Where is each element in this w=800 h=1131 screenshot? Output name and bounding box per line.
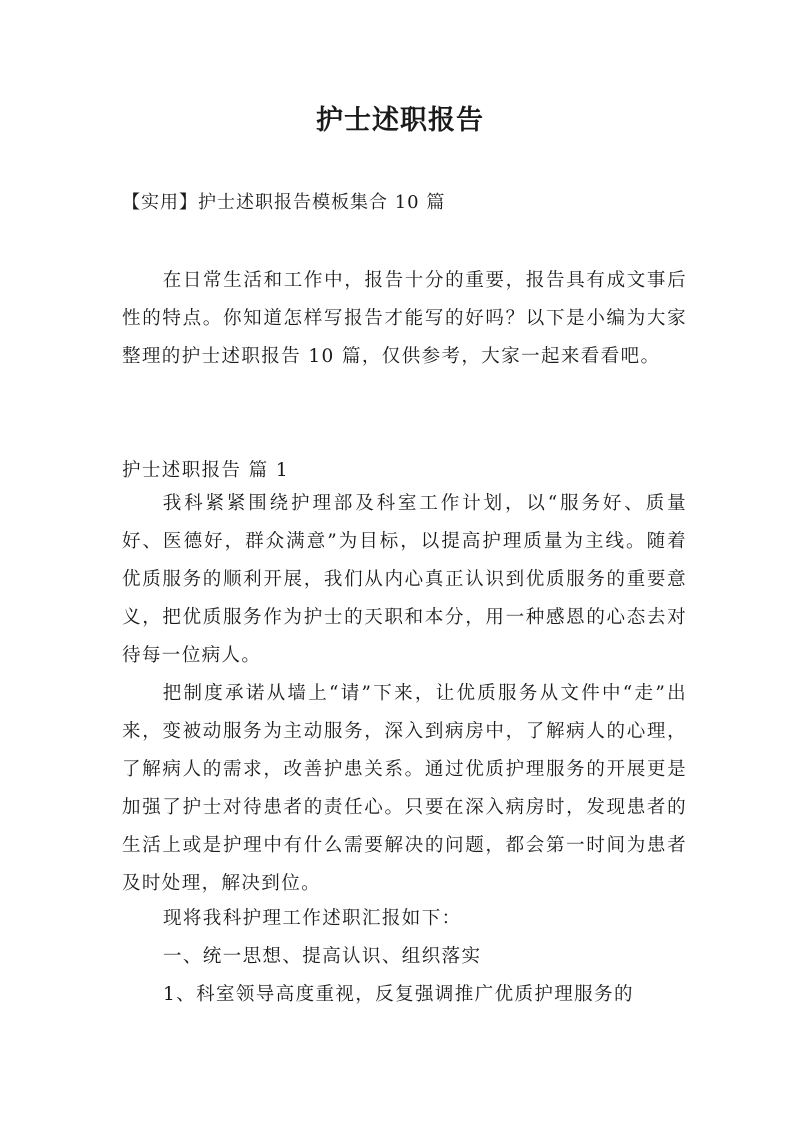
document-title: 护士述职报告 [316,105,484,136]
section-heading: 护士述职报告 篇 1 [122,460,290,481]
intro-paragraph: 在日常生活和工作中，报告十分的重要，报告具有成文事后性的特点。你知道怎样写报告才能写的好吗？以下是小编为大家整理的护士述职报告 10 篇，仅供参考，大家一起来看看吧。 [122,270,687,367]
body-paragraph-2: 把制度承诺从墙上“请”下来，让优质服务从文件中“走”出来，变被动服务为主动服务，深入到病房中，了解病人的心理，了解病人的需求，改善护患关系。通过优质护理服务的开展更是加强了护士对待患者的责任心。只要在深入病房时，发现患者的生活上或是护理中有什么需要解决的问题，都会第一时间为患者及时处理，解决到位。 [122,683,687,894]
point-1-text: 1、科室领导高度重视，反复强调推广优质护理服务的 [163,984,634,1005]
point-heading: 一、统一思想、提高认识、组织落实 [163,946,482,967]
document-subtitle: 【实用】护士述职报告模板集合 10 篇 [122,192,446,213]
body-paragraph-1: 我科紧紧围绕护理部及科室工作计划，以“服务好、质量好、医德好，群众满意”为目标，以提高护理质量为主线。随着优质服务的顺利开展，我们从内心真正认识到优质服务的重要意义，把优质服务作为护士的天职和本分，用一种感恩的心态去对待每一位病人。 [122,493,687,666]
report-intro-line: 现将我科护理工作述职汇报如下： [163,908,462,929]
